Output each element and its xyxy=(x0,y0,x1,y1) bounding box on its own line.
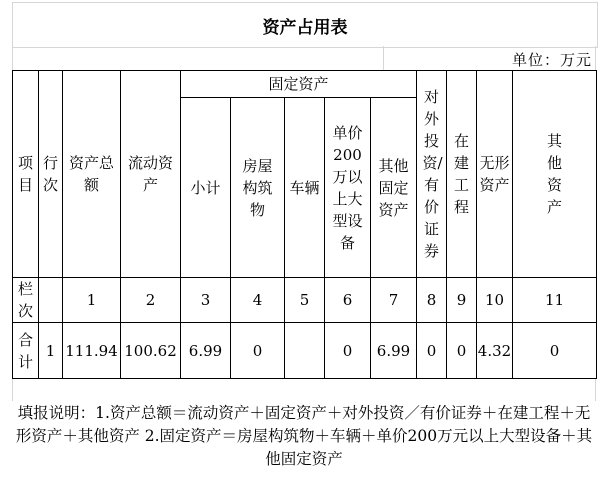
header-subtotal: 小计 xyxy=(181,98,231,278)
header-external-investment: 对外投资/有价证券 xyxy=(417,71,447,278)
column-number: 11 xyxy=(513,278,597,323)
total-assets-value: 111.94 xyxy=(63,323,121,379)
intangible-value: 4.32 xyxy=(477,323,513,379)
buildings-value: 0 xyxy=(231,323,285,379)
column-number-row xyxy=(13,278,597,323)
column-number: 7 xyxy=(371,278,417,323)
column-number: 9 xyxy=(447,278,477,323)
filling-instructions: 填报说明：1.资产总额＝流动资产＋固定资产＋对外投资／有价证券＋在建工程＋无形资产＋其他资产 2.固定资产＝房屋构筑物＋车辆＋单价200万元以上大型设备＋其他固定资产 xyxy=(15,404,593,468)
total-row xyxy=(13,323,597,379)
table-title: 资产占用表 xyxy=(12,2,598,48)
column-number: 8 xyxy=(417,278,447,323)
column-row-label: 栏次 xyxy=(13,278,39,323)
vehicles-value xyxy=(285,323,325,379)
current-assets-value: 100.62 xyxy=(121,323,181,379)
column-number: 5 xyxy=(285,278,325,323)
other-fixed-value: 6.99 xyxy=(371,323,417,379)
column-number: 10 xyxy=(477,278,513,323)
unit-label: 单位：万元 xyxy=(511,50,592,69)
spacer-row xyxy=(12,379,596,401)
large-equipment-value: 0 xyxy=(325,323,371,379)
header-current-assets: 流动资产 xyxy=(121,71,181,278)
construction-value: 0 xyxy=(447,323,477,379)
column-number: 4 xyxy=(231,278,285,323)
total-row-no: 1 xyxy=(39,323,63,379)
header-row-no: 行次 xyxy=(39,71,63,278)
header-vehicles: 车辆 xyxy=(285,98,325,278)
header-intangible: 无形资产 xyxy=(477,71,513,278)
external-investment-value: 0 xyxy=(417,323,447,379)
column-number: 2 xyxy=(121,278,181,323)
subtotal-value: 6.99 xyxy=(181,323,231,379)
column-number: 3 xyxy=(181,278,231,323)
column-number: 1 xyxy=(63,278,121,323)
total-row-label: 合计 xyxy=(13,323,39,379)
header-fixed-assets-group: 固定资产 xyxy=(181,71,417,98)
header-construction: 在建工程 xyxy=(447,71,477,278)
header-large-equipment: 单价200万以上大型设备 xyxy=(325,98,371,278)
other-assets-value: 0 xyxy=(513,323,597,379)
asset-table xyxy=(12,70,597,379)
header-total-assets: 资产总额 xyxy=(63,71,121,278)
header-buildings: 房屋构筑物 xyxy=(231,98,285,278)
header-other-assets: 其他资产 xyxy=(513,71,597,278)
asset-occupation-sheet xyxy=(4,0,596,488)
header-other-fixed: 其他固定资产 xyxy=(371,98,417,278)
column-row-blank xyxy=(39,278,63,323)
header-item: 项目 xyxy=(13,71,39,278)
column-number: 6 xyxy=(325,278,371,323)
